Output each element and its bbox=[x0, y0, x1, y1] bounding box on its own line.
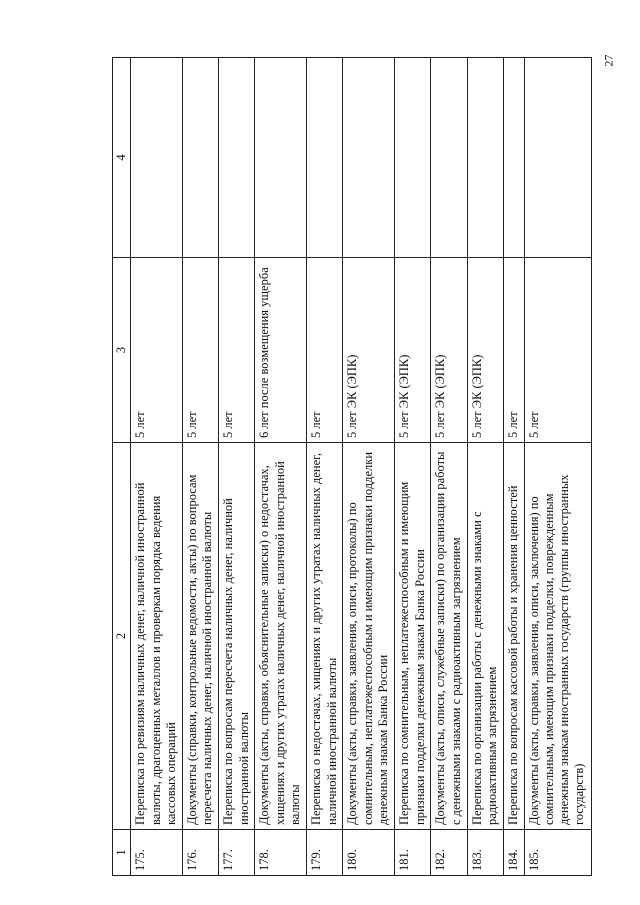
page-number: 27 bbox=[601, 54, 616, 67]
row-term: 5 лет ЭК (ЭПК) bbox=[431, 258, 467, 443]
row-text: Переписка по сомнительным, неплатежеспособным и имеющим признаки подделки денежным знакам Банка России bbox=[395, 443, 431, 830]
table-row bbox=[131, 58, 183, 876]
table-rotated-wrapper bbox=[112, 58, 592, 876]
row-number: 183. bbox=[467, 830, 503, 876]
row-note bbox=[183, 58, 219, 258]
row-text: Документы (акты, справки, заявления, описи, протоколы) по сомнительным, неплатежеспособным и имеющим признаки подделки денежным знакам Банка России bbox=[343, 443, 395, 830]
table-row bbox=[467, 58, 503, 876]
row-term: 5 лет bbox=[503, 258, 524, 443]
row-number: 175. bbox=[131, 830, 183, 876]
row-text: Документы (акты, справки, заявления, описи, заключения) по сомнительным, имеющим признаки подделки, поврежденным денежным знакам иностранных государств (группы иностранных государств) bbox=[524, 443, 591, 830]
row-note bbox=[307, 58, 343, 258]
column-header-3: 3 bbox=[113, 258, 131, 443]
row-number: 177. bbox=[219, 830, 255, 876]
table-row bbox=[524, 58, 591, 876]
row-term: 5 лет ЭК (ЭПК) bbox=[395, 258, 431, 443]
row-number: 184. bbox=[503, 830, 524, 876]
row-text: Переписка по вопросам кассовой работы и хранения ценностей bbox=[503, 443, 524, 830]
row-term: 5 лет ЭК (ЭПК) bbox=[467, 258, 503, 443]
row-number: 176. bbox=[183, 830, 219, 876]
table-row bbox=[503, 58, 524, 876]
table-row bbox=[255, 58, 307, 876]
table-row bbox=[219, 58, 255, 876]
column-header-1: 1 bbox=[113, 830, 131, 876]
row-text: Переписка о недостачах, хищениях и других утратах наличных денег, наличной иностранной валюты bbox=[307, 443, 343, 830]
column-header-4: 4 bbox=[113, 58, 131, 258]
table-row bbox=[307, 58, 343, 876]
row-text: Документы (акты, справки, объяснительные записки) о недостачах, хищениях и других утратах наличных денег, наличной иностранной валюты bbox=[255, 443, 307, 830]
row-text: Документы (справки, контрольные ведомости, акты) по вопросам пересчета наличных денег, наличной иностранной валюты bbox=[183, 443, 219, 830]
row-term: 5 лет ЭК (ЭПК) bbox=[343, 258, 395, 443]
table-row bbox=[343, 58, 395, 876]
row-term: 5 лет bbox=[183, 258, 219, 443]
row-text: Переписка по организации работы с денежными знаками с радиоактивным загрязнением bbox=[467, 443, 503, 830]
row-note bbox=[343, 58, 395, 258]
row-number: 185. bbox=[524, 830, 591, 876]
row-text: Переписка по вопросам пересчета наличных денег, наличной иностранной валюты bbox=[219, 443, 255, 830]
row-text: Документы (акты, описи, служебные записки) по организации работы с денежными знаками с радиоактивным загрязнением bbox=[431, 443, 467, 830]
row-note bbox=[467, 58, 503, 258]
row-number: 178. bbox=[255, 830, 307, 876]
row-note bbox=[524, 58, 591, 258]
row-note bbox=[219, 58, 255, 258]
table-row bbox=[183, 58, 219, 876]
row-text: Переписка по ревизиям наличных денег, наличной иностранной валюты, драгоценных металлов и проверкам порядка ведения кассовых операций bbox=[131, 443, 183, 830]
row-term: 6 лет после возмещения ущерба bbox=[255, 258, 307, 443]
row-number: 180. bbox=[343, 830, 395, 876]
row-term: 5 лет bbox=[131, 258, 183, 443]
table-header-row bbox=[113, 58, 131, 876]
column-header-2: 2 bbox=[113, 443, 131, 830]
row-term: 5 лет bbox=[307, 258, 343, 443]
row-note bbox=[395, 58, 431, 258]
row-number: 182. bbox=[431, 830, 467, 876]
row-note bbox=[503, 58, 524, 258]
row-term: 5 лет bbox=[524, 258, 591, 443]
table-row bbox=[395, 58, 431, 876]
row-note bbox=[131, 58, 183, 258]
row-number: 181. bbox=[395, 830, 431, 876]
row-term: 5 лет bbox=[219, 258, 255, 443]
records-table bbox=[112, 57, 592, 876]
row-note bbox=[431, 58, 467, 258]
row-number: 179. bbox=[307, 830, 343, 876]
row-note bbox=[255, 58, 307, 258]
table-row bbox=[431, 58, 467, 876]
